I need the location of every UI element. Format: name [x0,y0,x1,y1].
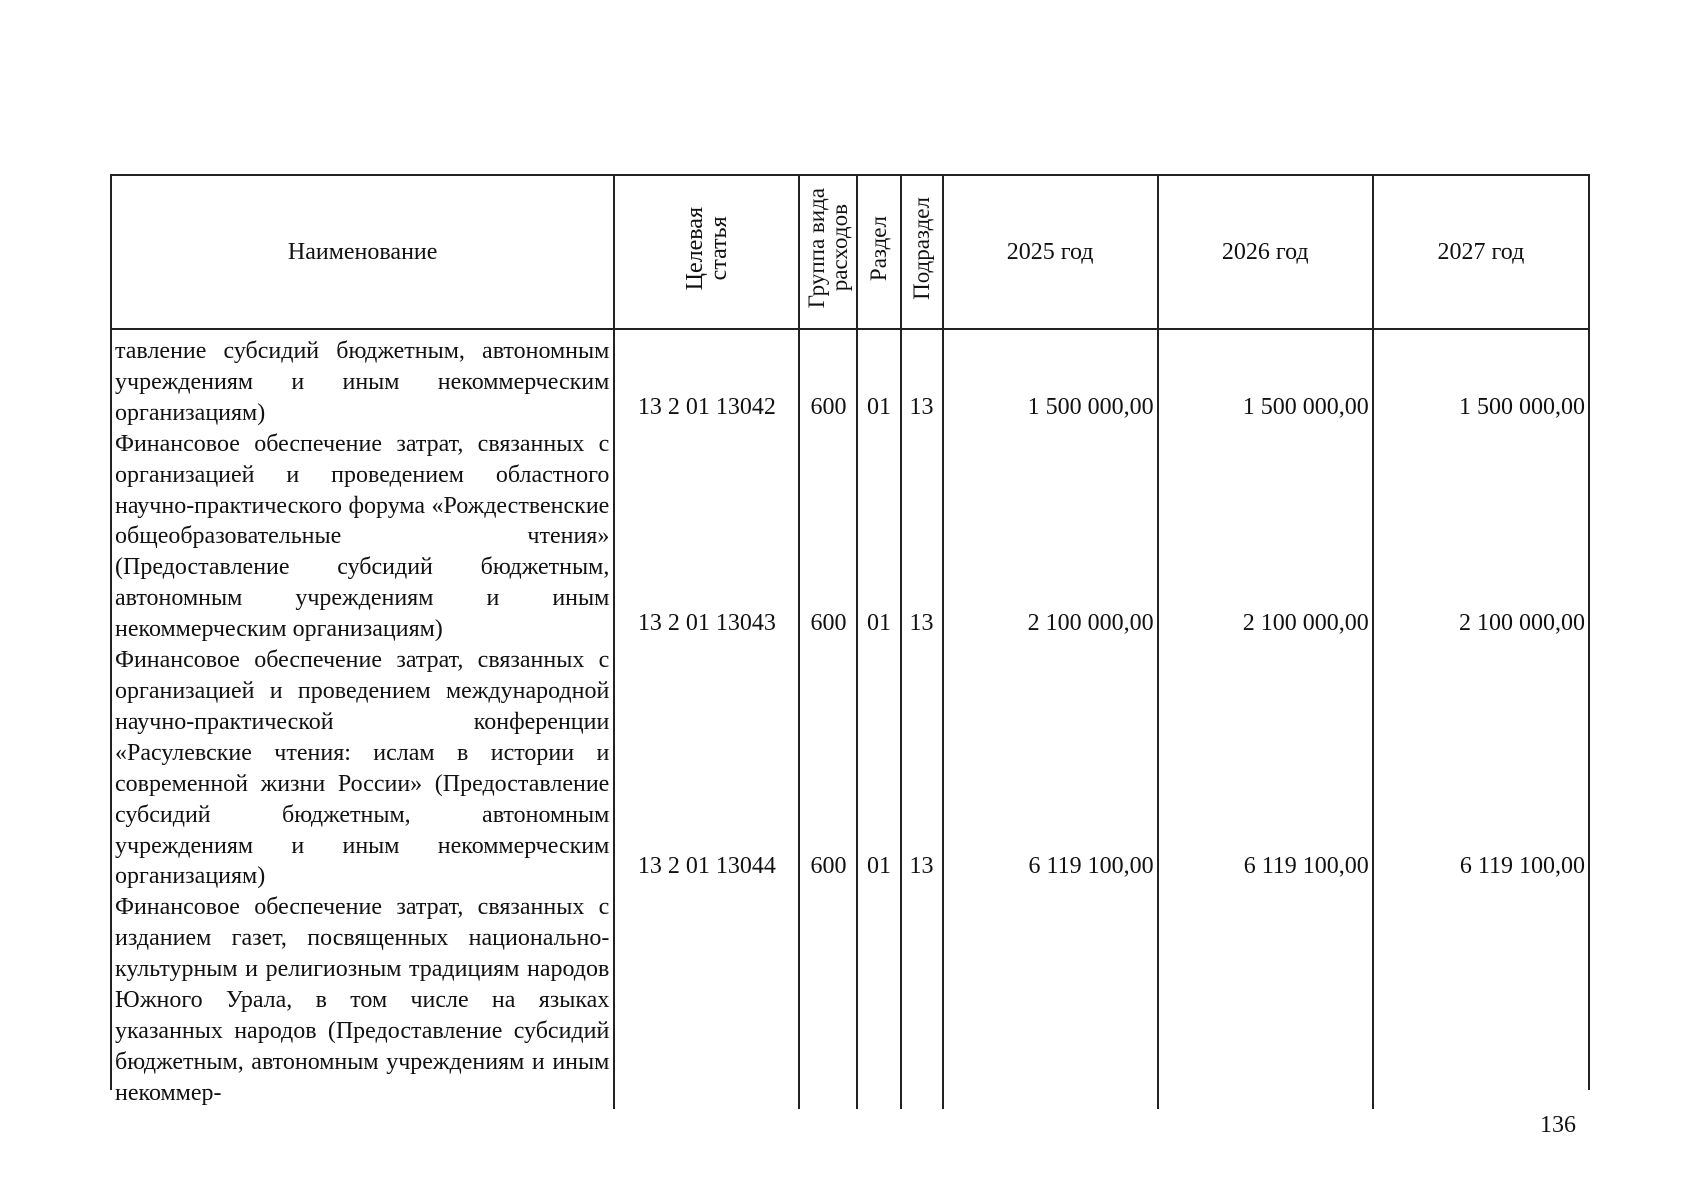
header-expense-group [799,176,857,329]
row2-y2026: 2 100 000,00 [1242,610,1369,636]
row1-y2026: 1 500 000,00 [1242,394,1369,420]
header-target-article [614,176,799,329]
budget-table-container [110,174,1590,1106]
header-name: Наименование [112,176,614,329]
row2-y2025: 2 100 000,00 [1027,610,1154,636]
subsection-cell [901,329,943,1109]
header-section-label: Раздел [866,215,892,282]
row1-subsection: 13 [909,394,934,420]
row3-y2025: 6 119 100,00 [1028,853,1154,879]
header-year-2025: 2025 год [943,176,1158,329]
name-entry-3: Финансовое обеспечение затрат, связанных с организацией и проведением международной научно-практической конференции «Расулевские чтения: ислам в истории и современной жизни России» (Предоставление субсидий бюджетным, автономным учреждениям и иным некоммерческим организациям) [115,647,610,890]
header-expense-group-line2: расходов [827,204,853,293]
expense-group-cell [799,329,857,1109]
names-cell [112,329,614,1109]
row2-code: 13 2 01 13043 [637,610,776,636]
year-2026-cell [1158,329,1373,1109]
row3-y2026: 6 119 100,00 [1243,853,1369,879]
row2-y2027: 2 100 000,00 [1459,610,1585,636]
page-number: 136 [1540,1112,1576,1138]
row3-section: 01 [866,853,891,879]
year-2025-cell [943,329,1158,1109]
row3-code: 13 2 01 13044 [637,853,776,879]
year-2027-cell [1373,329,1588,1109]
row2-group: 600 [810,610,847,636]
header-year-2026: 2026 год [1158,176,1373,329]
header-target-article-line1: Целевая [681,206,708,291]
section-cell [857,329,900,1109]
header-subsection-label: Подраздел [909,197,934,300]
budget-table [112,176,1588,1109]
name-entry-4: Финансовое обеспечение затрат, связанных с изданием газет, посвященных национально-культурным и религиозным традициям народов Южного Урала, в том числе на языках указанных народов (Предоставление субсидий бюджетным, автономным учреждениям и иным некоммер- [115,894,610,1106]
row1-y2025: 1 500 000,00 [1027,394,1154,420]
row3-subsection: 13 [909,853,934,879]
name-entry-2: Финансовое обеспечение затрат, связанных с организацией и проведением областного научно-практического форума «Рождественские общеобразовательные чтения» (Предоставление субсидий бюджетным, автономным учреждениям и иным некоммерческим организациям) [115,430,610,643]
row1-code: 13 2 01 13042 [637,394,776,420]
row1-section: 01 [866,394,891,420]
row2-subsection: 13 [909,610,934,636]
header-expense-group-line1: Группа вида [804,188,830,309]
row3-group: 600 [810,853,847,879]
target-article-cell [614,329,799,1109]
row1-y2027: 1 500 000,00 [1459,394,1585,420]
row1-group: 600 [810,394,847,420]
table-body-row [112,329,1588,1109]
row3-y2027: 6 119 100,00 [1459,853,1585,879]
name-entry-1: тавление субсидий бюджетным, автономным учреждениям и иным некоммерческим организациям) [115,338,610,426]
header-target-article-line2: статья [705,216,732,281]
header-subsection [901,176,943,329]
table-header-row [112,176,1588,329]
header-section [857,176,900,329]
row2-section: 01 [866,610,891,636]
header-year-2027: 2027 год [1373,176,1588,329]
